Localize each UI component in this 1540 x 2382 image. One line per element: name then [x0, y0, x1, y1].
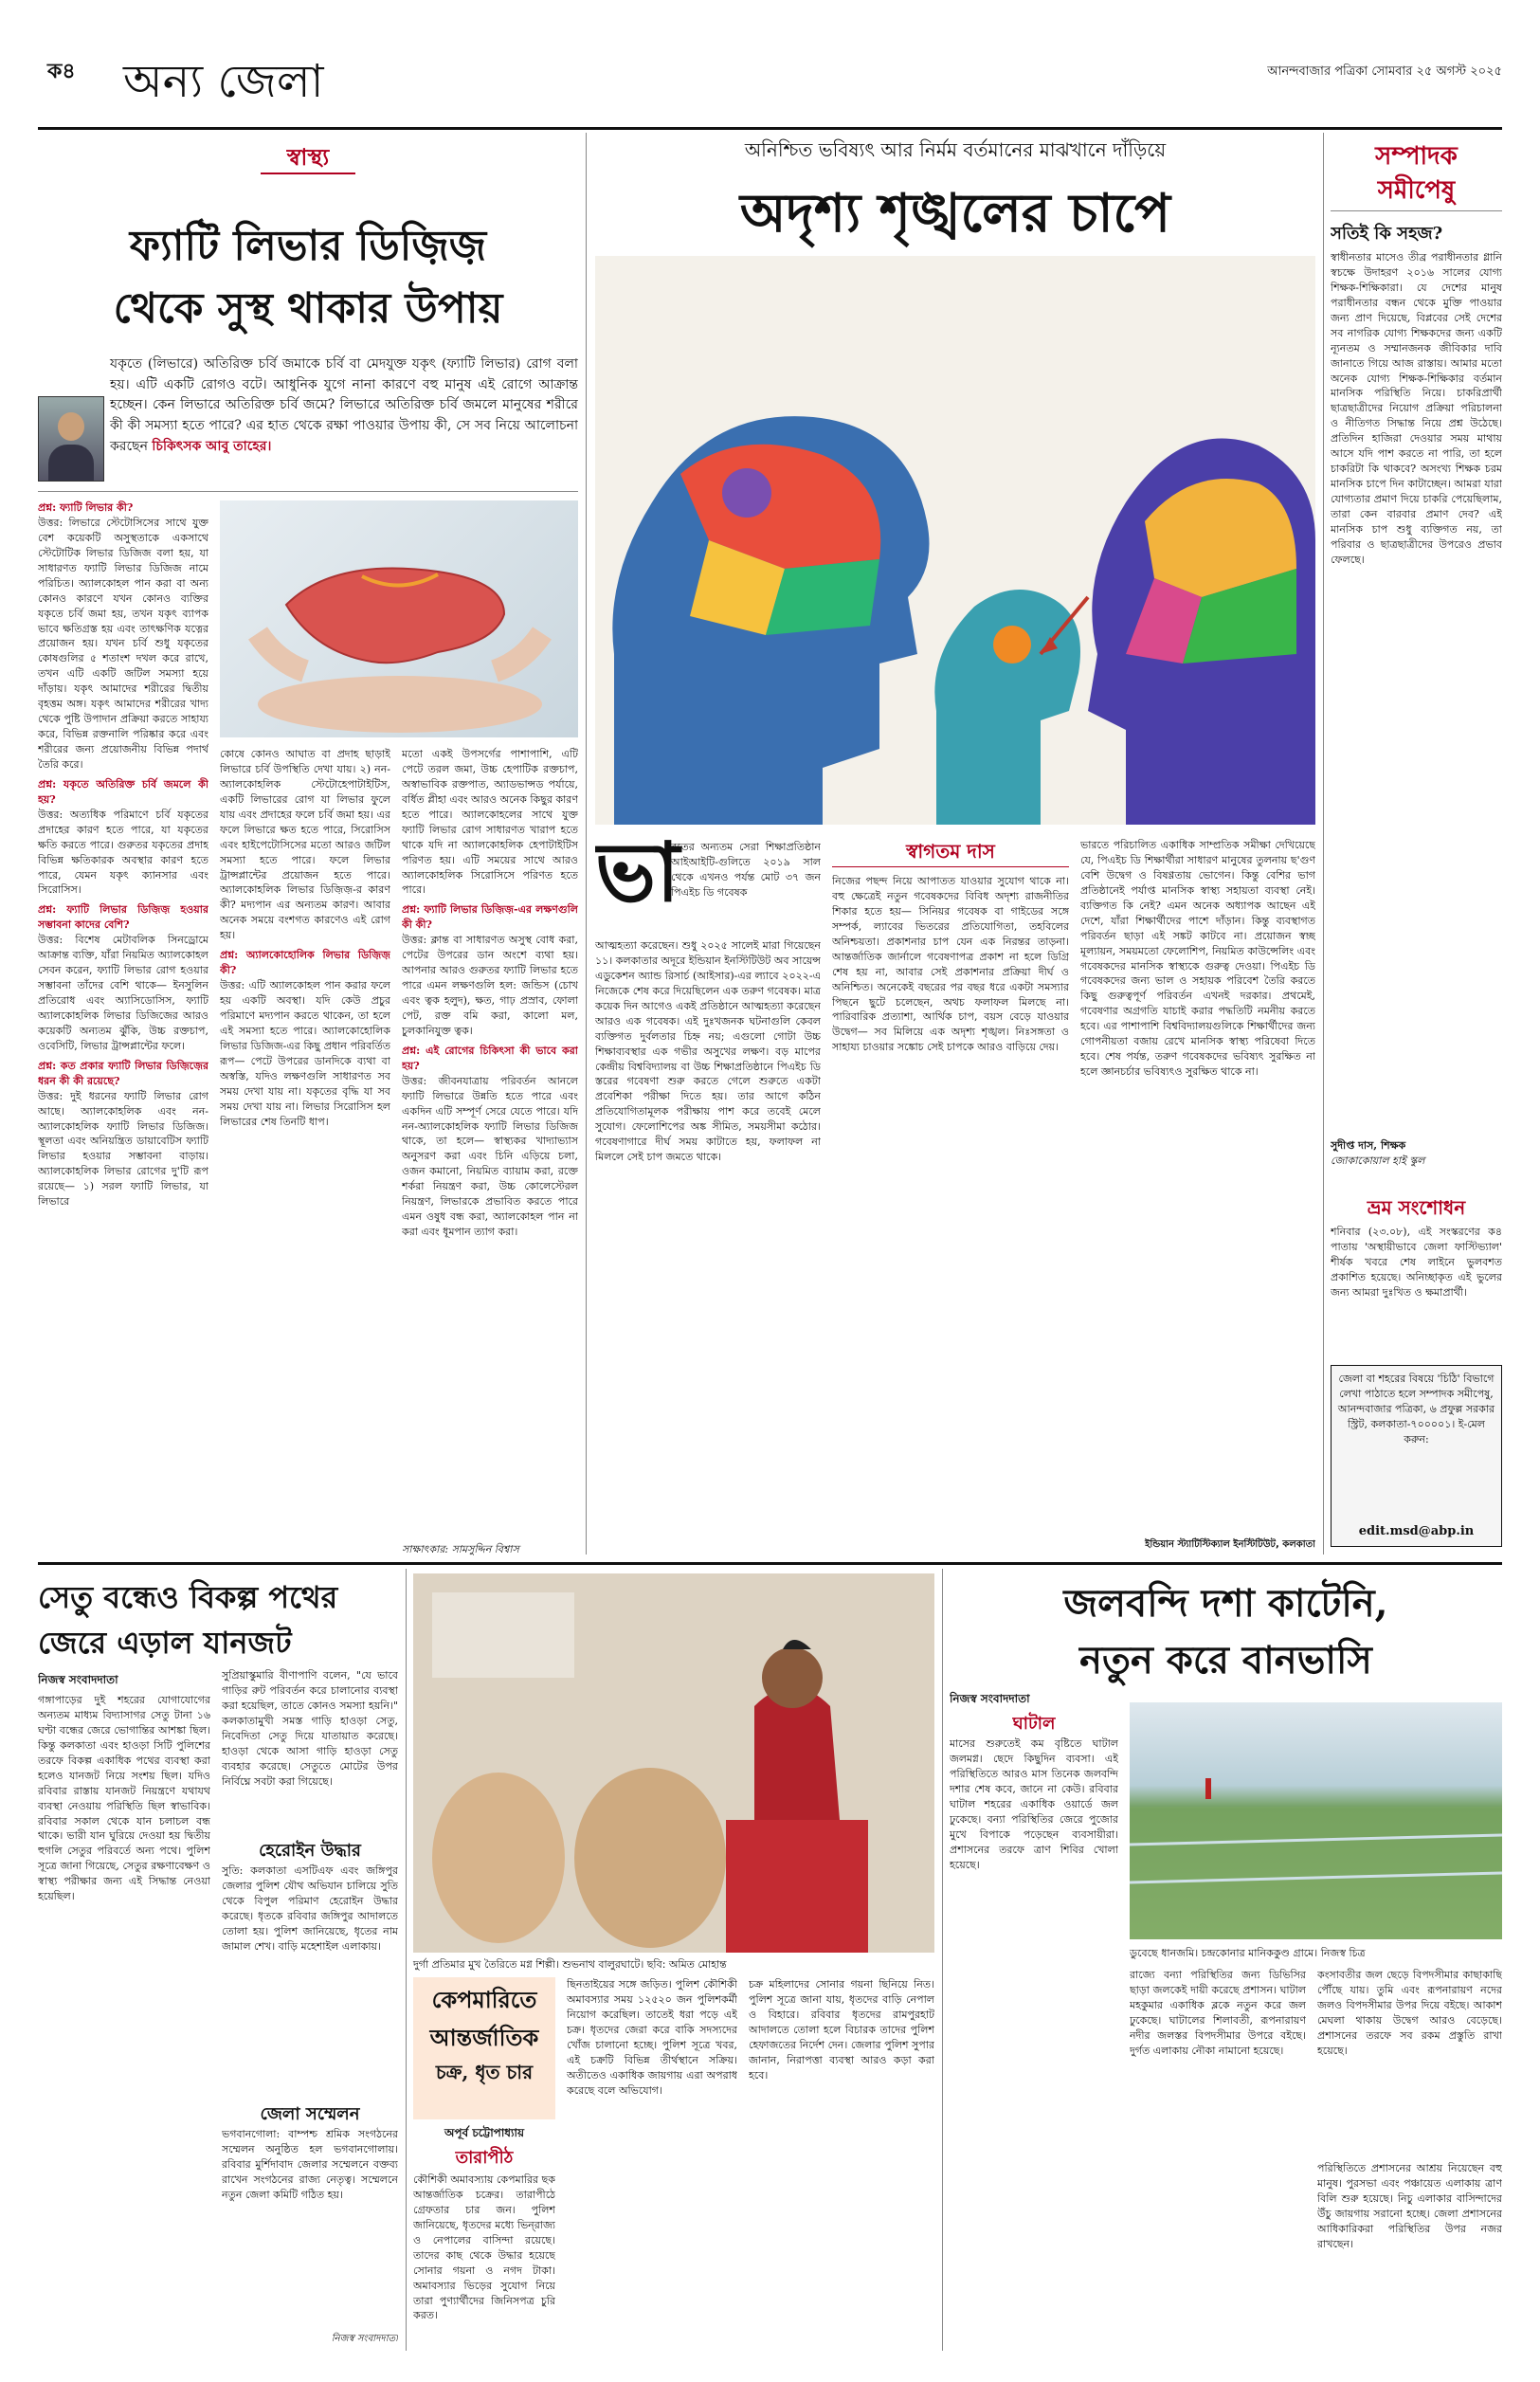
divider	[832, 866, 1069, 867]
letter-signoff: সুদীপ্ত দাস, শিক্ষক	[1331, 1139, 1406, 1152]
feature-illustration	[595, 256, 1315, 825]
qa-answer: উত্তর: জীবনযাত্রায় পরিবর্তন আনলে ফ্যাটি লিভারে উন্নতি হতে পারে এবং একদিন এটি সম্পূর্ণ সেরে যেতে পারে। যদি নন-অ্যালকোহলিক ফ্যাটি লিভার ডিজিজ থাকে, তা হলে— স্বাস্থ্যকর খাদ্যাভ্যাস অনুসরণ করা এবং চিনি এড়িয়ে চলা, ওজন কমানো, নিয়মিত ব্যায়াম করা, রক্তে শর্করা নিয়ন্ত্রণ করা, উচ্চ কোলেস্টেরল নিয়ন্ত্রণ, লিভারকে প্রভাবিত করতে পারে এমন ওষুধ বন্ধ করা, অ্যালকোহল পান না করা এবং ধূমপান ত্যাগ করা।	[402, 1074, 578, 1239]
feature-kicker: অনিশ্চিত ভবিষ্যৎ আর নির্মম বর্তমানের মাঝখানে দাঁড়িয়ে	[744, 138, 1167, 161]
health-intro: যকৃতে (লিভারে) অতিরিক্ত চর্বি জমাকে চর্বি বা মেদযুক্ত যকৃৎ (ফ্যাটি লিভার) রোগ বলা হয়। এটি একটি রোগও বটে। আধুনিক যুগে নানা কারণে বহু মানুষ এই রোগে আক্রান্ত হচ্ছেন। কেন লিভারে অতিরিক্ত চর্বি জমে? লিভারে অতিরিক্ত চর্বি জমলে মানুষের শরীরে কী কী সমস্যা হতে পারে? এর হাত থেকে রক্ষা পাওয়ার উপায় কী, সে সব নিয়ে আলোচনা করছেন	[110, 356, 578, 454]
crime-headline-box	[413, 1977, 555, 2119]
qa-question: প্রশ্ন: অ্যালকোহোলিক লিভার ডিজ়িজ় কী?	[220, 949, 390, 977]
crime-article	[413, 1977, 934, 2351]
health-kicker: স্বাস্থ্য	[286, 143, 330, 171]
fold-rule	[38, 1562, 1502, 1565]
crime-headline-2: আন্তর্জাতিক	[429, 2024, 539, 2051]
divider	[586, 133, 587, 1555]
qa-question: প্রশ্ন: এই রোগের চিকিৎসা কী ভাবে করা হয়?	[402, 1044, 578, 1072]
flood-column-4: পরিস্থিতিতে প্রশাসনের আশ্রয় নিয়েছেন বহু মানুষ। পুরসভা এবং পঞ্চায়েত এলাকায় ত্রাণ বিলি শুরু হয়েছে। নিচু এলাকার বাসিন্দাদের উঁচু জায়গায় সরানো হচ্ছে। জেলা প্রশাসনের আধিকারিকরা পরিস্থিতির উপর নজর রাখছেন।	[1317, 2162, 1502, 2250]
page-number: ক৪	[47, 60, 76, 83]
flood-column-2: রাজ্যে বন্যা পরিস্থিতির জন্য ডিভিসির ছাড়া জলকেই দায়ী করেছে প্রশাসন। ঘাটাল মহকুমার একাধিক ব্লকে নতুন করে জল ঢুকেছে। ঘাটালের শিলাবতী, রূপনারায়ণ নদীর জলস্তর বিপদসীমার উপরে বইছে। দুর্গত এলাকায় নৌকা নামানো হয়েছে।	[1130, 1969, 1306, 2057]
feature-author: স্বাগতম দাস	[906, 840, 995, 863]
editor-title-2: সমীপেষু	[1377, 176, 1456, 205]
traffic-article	[38, 1573, 398, 2351]
heads-puzzle-graphic	[595, 256, 1315, 825]
idol-artist-photo	[413, 1573, 934, 1953]
traffic-byline: নিজস্ব সংবাদদাতা	[38, 1673, 118, 1686]
traffic-sub-text-1: সুতি: কলকাতা এসটিএফ এবং জঙ্গিপুর জেলার পুলিশ যৌথ অভিযান চালিয়ে সুতি থেকে বিপুল পরিমাণ হেরোইন উদ্ধার করেছে। ধৃতকে রবিবার জঙ্গিপুর আদালতে তোলা হয়। পুলিশ জানিয়েছে, ধৃতের নাম জামাল শেখ। বাড়ি মহেশাইল এলাকায়।	[222, 1864, 398, 1953]
health-column-2	[220, 747, 390, 1557]
qa-question: প্রশ্ন: ফ্যাটি লিভার কী?	[38, 501, 134, 514]
feature-column-2: নিজের পছন্দ নিয়ে আপাতত যাওয়ার সুযোগ থাকে না। বহু ক্ষেত্রেই নতুন গবেষকদের বিবিধ অদৃশ্য রাজনীতির শিকার হতে হয়— সিনিয়র গবেষক বা গাইডের সঙ্গে সম্পর্ক, ল্যাবের ভিতরের প্রতিযোগিতা, তহবিলের অনিশ্চয়তা। প্রকাশনার চাপ যেন এক নিরন্তর তাড়না। আন্তর্জাতিক জার্নালে গবেষণাপত্র প্রকাশ না হলে ডিগ্রি শেষ হয় না, আবার সেই প্রকাশনার প্রক্রিয়া দীর্ঘ ও অনিশ্চিত। অনেকেই বছরের পর বছর ধরে একটা সমস্যার পিছনে ছুটে চলেছেন, অথচ ফলাফল মিলছে না। পারিবারিক প্রত্যাশা, আর্থিক চাপ, বয়স বেড়ে যাওয়ার উদ্বেগ— সব মিলিয়ে এক অদৃশ্য শৃঙ্খল। নিঃসঙ্গতা ও সাহায্য চাওয়ার সঙ্কোচ সেই চাপকে আরও বাড়িয়ে দেয়।	[832, 875, 1069, 1054]
correction-title: ভ্রম সংশোধন	[1367, 1196, 1466, 1219]
editor-title-1: সম্পাদক	[1375, 142, 1458, 171]
divider	[1331, 210, 1502, 211]
feature-column-3: ভারতে পরিচালিত একাধিক সাম্প্রতিক সমীক্ষা দেখিয়েছে যে, পিএইচ ডি শিক্ষার্থীরা সাধারণ মানুষের তুলনায় ছ'গুণ বেশি উদ্বেগ ও বিষণ্ণতায় ভোগেন। কিন্তু বেশির ভাগ প্রতিষ্ঠানেই পর্যাপ্ত মানসিক স্বাস্থ্য সহায়তা ব্যবস্থা নেই। ব্যক্তিগত কি নেই? এমন অনেক অধ্যাপক আছেন এই দেশে, যাঁরা শিক্ষার্থীদের পাশে দাঁড়ান। কিন্তু ব্যবস্থাগত পরিবর্তন ছাড়া এই সঙ্কট কাটবে না। প্রয়োজন স্বচ্ছ মূল্যায়ন, সময়মতো ফেলোশিপ, নিয়মিত কাউন্সেলিং এবং গবেষকদের মানসিক স্বাস্থ্যকে গুরুত্ব দেওয়া। পিএইচ ডি গবেষকদের জন্য ভাল ও সহায়ক পরিবেশ তৈরি করতে কিছু গুরুত্বপূর্ণ পরিবর্তন এখনই দরকার। প্রথমেই, গবেষণার অগ্রগতি যাচাই করার পদ্ধতিটি নমনীয় করতে হবে। এর পাশাপাশি বিশ্ববিদ্যালয়গুলিকে শিক্ষার্থীদের জন্য গোপনীয়তা বজায় রেখে মানসিক স্বাস্থ্য পরিষেবা দিতে হবে। শেষ পর্যন্ত, তরুণ গবেষকদের ভবিষ্যৎ সুরক্ষিত না হলে জ্ঞানচর্চার ভবিষ্যৎও সুরক্ষিত থাকে না।	[1080, 839, 1315, 1079]
divider	[1323, 133, 1324, 1555]
flood-photo-caption: ডুবেছে ধানজমি। চন্দ্রকোনার মানিককুণ্ড গ্রামে। নিজস্ব চিত্র	[1130, 1947, 1366, 1959]
liver-hands-graphic	[220, 500, 578, 737]
crime-column-2: ছিনতাইয়ের সঙ্গে জড়িত। পুলিশ কৌশিকী অমাবস্যার সময় ১২৫২০ জন পুলিশকর্মী নিয়োগ করেছিল। তাতেই ধরা পড়ে এই চক্র। ধৃতদের জেরা করে বাকি সদস্যদের খোঁজ চালানো হচ্ছে। পুলিশ সূত্রে খবর, এই চক্রটি বিভিন্ন তীর্থস্থানে সক্রিয়। অতীতেও একাধিক জায়গায় এরা অপরাধ করেছে বলে অভিযোগ।	[567, 1978, 737, 2097]
crime-column-1: কৌশিকী অমাবস্যায় কেপমারির ছক আন্তর্জাতিক চক্রের। তারাপীঠে গ্রেফতার চার জন। পুলিশ জানিয়েছে, ধৃতদের মধ্যে ভিন্‌রাজ্য ও নেপালের বাসিন্দা রয়েছে। তাদের কাছ থেকে উদ্ধার হয়েছে সোনার গয়না ও নগদ টাকা। অমাবস্যার ভিড়ের সুযোগ নিয়ে তারা পুণ্যার্থীদের জিনিসপত্র চুরি করত।	[413, 2173, 555, 2322]
traffic-column-2: সুপ্রিয়াস্কুমারি বীণাপাণি বলেন, "যে ভাবে গাড়ির রুট পরিবর্তন করে চালানোর ব্যবস্থা করা হয়েছিল, তাতে কোনও সমস্যা হয়নি।" কলকাতামুখী সমস্ত গাড়ি হাওড়া সেতু, নিবেদিতা সেতু দিয়ে যাতায়াত করেছে। হাওড়া থেকে আসা গাড়ি হাওড়া সেতু ব্যবহার করেছে। সেতুতে মোটের উপর নির্বিঘ্নে সবটা করা গিয়েছে।	[222, 1669, 398, 1788]
liver-illustration	[220, 500, 578, 737]
qa-answer: উত্তর: বিশেষ মেটাবলিক সিনড্রোমে আক্রান্ত ব্যক্তি, যাঁরা নিয়মিত অ্যালকোহল সেবন করেন, ফ্যাটি লিভার রোগ হওয়ার সম্ভাবনা তাঁদের বেশি থাকে— ইনসুলিন প্রতিরোধ এবং অ্যাসিডোসিস, ফ্যাটি অ্যালকোহলিক লিভার ডিজিজের আরও কয়েকটি অন্যতম ঝুঁকি, উচ্চ রক্তচাপ, ওবেসিটি, লিভার ট্রান্সপ্লান্টের ফলে।	[38, 934, 208, 1052]
section-title: অন্য জেলা	[123, 55, 324, 108]
flooded-field-graphic	[1130, 1702, 1502, 1939]
crime-headline-3: চক্র, ধৃত চার	[435, 2061, 534, 2083]
health-intro-wrap	[38, 355, 578, 483]
health-column-3	[402, 747, 578, 1538]
traffic-credit: নিজস্ব সংবাদদাতা	[331, 2334, 398, 2344]
health-headline-1: ফ্যাটি লিভার ডিজ়িজ়	[129, 222, 487, 270]
qa-answer: উত্তর: লিভারে স্টেটোসিসের সাথে যুক্ত বেশ কয়েকটি অসুস্থতাকে একসাথে স্টেটোটিক লিভার ডিজিজ বলা হয়, যা সাধারণত ফ্যাটি লিভার ডিজিজ নামে পরিচিত। অ্যালকোহল পান করা বা অন্য কোনও কারণে যখন কোনও ব্যক্তির যকৃতে চর্বি জমা হয়, তখন যকৃৎ ব্যাপক ভাবে ক্ষতিগ্রস্ত হয় এবং তাৎক্ষণিক যত্নের প্রয়োজন হয়। যখন চর্বি শুধু যকৃতের কোষগুলির ৫ শতাংশ দখল করে রাখে, তখন এটি একটি জটিল সমস্যা হয়ে দাঁড়ায়। যকৃৎ আমাদের শরীরের দ্বিতীয় বৃহত্তম অঙ্গ। যকৃৎ আমাদের শরীরের খাদ্য থেকে পুষ্টি উপাদান প্রক্রিয়া করতে সাহায্য করে, বিভিন্ন রক্তনালি পরিষ্কার করে এবং শরীরের জন্য প্রয়োজনীয় বিভিন্ন পদার্থ তৈরি করে।	[38, 516, 208, 771]
contact-text: জেলা বা শহরের বিষয়ে 'চিঠি' বিভাগে লেখা পাঠাতে হলে সম্পাদক সমীপেষু, আনন্দবাজার পত্রিকা, ৬ প্রফুল্ল সরকার স্ট্রিট, কলকাতা-৭০০০০১। ই-মেল করুন:	[1337, 1373, 1495, 1446]
flood-headline-2: নতুন করে বানভাসি	[1079, 1638, 1372, 1682]
health-col2-text: কোষে কোনও আঘাত বা প্রদাহ ছাড়াই লিভারে চর্বি উপস্থিতি দেখা যায়। ২) নন-অ্যালকোহলিক স্টেটোহেপাটাইটিস, একটি লিভারের রোগ যা লিভার ফুলে যায় এবং প্রদাহের ফলে চর্বি জমা হয়। এর ফলে লিভারে ক্ষত হতে পারে, সিরোসিস এবং হাইপেটোসিসের মতো আরও জটিল সমস্যা হতে পারে। ফলে লিভার ট্রান্সপ্লান্টের প্রয়োজন হতে পারে। অ্যালকোহলিক লিভার ডিজ়িজ়-র কারণ কী? মদ্যপান এর অন্যতম কারণ। আবার অনেক সময়ে বংশগত কারণেও এই রোগ হয়।	[220, 748, 390, 942]
feature-article	[595, 133, 1315, 1555]
traffic-column-1: গঙ্গাপাড়ের দুই শহরের যোগাযোগের অন্যতম মাধ্যম বিদ্যাসাগর সেতু টানা ১৬ ঘণ্টা বন্ধের জেরে ভোগান্তির আশঙ্কা ছিল। কিন্তু কলকাতা এবং হাওড়া সিটি পুলিশের তরফে বিকল্প একাধিক পথের ব্যবস্থা করা হলেও যানজট নিয়ে সংশয় ছিল। যদিও রবিবার রাস্তায় যানজট নিয়ন্ত্রণে যথাযথ ব্যবস্থা নেওয়ায় পরিস্থিতি ছিল স্বাভাবিক। রবিবার সকাল থেকে যান চলাচল বন্ধ থাকে। ভারী যান ঘুরিয়ে দেওয়া হয় দ্বিতীয় হুগলি সেতুর পরিবর্তে অন্য পথে। পুলিশ সূত্রে জানা গিয়েছে, সেতুর রক্ষণাবেক্ষণ ও স্বাস্থ্য পরীক্ষার জন্য এই সিদ্ধান্ত নেওয়া হয়েছিল।	[38, 1694, 210, 1903]
flooded-field-photo	[1130, 1702, 1502, 1939]
qa-answer: উত্তর: ক্লান্ত বা সাধারণত অসুস্থ বোধ করা, পেটের উপরের ডান অংশে ব্যথা হয়। আপনার আরও গুরুতর ফ্যাটি লিভার হতে পারে এমন লক্ষণগুলি হল: জন্ডিস (চোখ এবং ত্বক হলুদ), ক্ষত, গাঢ় প্রস্রাব, ফোলা পেট, রক্ত বমি করা, কালো মল, চুলকানিযুক্ত ত্বক।	[402, 934, 578, 1037]
feature-dropcap: ভা	[595, 825, 680, 920]
contact-email[interactable]: edit.msd@abp.in	[1358, 1524, 1475, 1538]
traffic-sub-heading-1: হেরোইন উদ্ধার	[259, 1841, 361, 1861]
divider	[942, 1569, 943, 2351]
health-author-credit: চিকিৎসক আবু তাহের।	[152, 438, 272, 454]
flood-headline-1: জলবন্দি দশা কাটেনি,	[1063, 1581, 1388, 1626]
crime-dateline: তারাপীঠ	[455, 2148, 514, 2168]
qa-question: প্রশ্ন: ফ্যাটি লিভার ডিজ়িজ় হওয়ার সম্ভাবনা কাদের বেশি?	[38, 903, 208, 932]
health-headline-2: থেকে সুস্থ থাকার উপায়	[113, 284, 503, 333]
traffic-sub-heading-2: জেলা সম্মেলন	[260, 2104, 360, 2124]
correction-body: শনিবার (২৩.০৮), এই সংস্করণের ক৪ পাতায় 'অস্থায়ীভাবে জেলা ফাস্টিভ্যাল' শীর্ষক খবরে শেষ লাইনে ভুলবশত প্রকাশিত হয়েছে। অনিচ্ছাকৃত এই ভুলের জন্য আমরা দুঃখিত ও ক্ষমাপ্রার্থী।	[1331, 1226, 1502, 1299]
qa-question: প্রশ্ন: যকৃতে অতিরিক্ত চর্বি জমলে কী হয়?	[38, 777, 208, 806]
traffic-headline-2: জেরে এড়াল যানজট	[38, 1625, 292, 1661]
divider	[406, 1569, 407, 2351]
flood-column-1: মাসের শুরুতেই কম বৃষ্টিতে ঘাটাল জলমগ্ন। ছেদে কিছুদিন ব্যবসা। এই পরিস্থিতিতে আরও মাস তিনেক জলবন্দি দশার শেষ কবে, জানে না কেউ। রবিবার ঘাটাল শহরের একাধিক ওয়ার্ডে জল ঢুকেছে। বন্যা পরিস্থিতির জেরে পুজোর মুখে বিপাকে পড়েছেন ব্যবসায়ীরা। প্রশাসনের তরফে ত্রাণ শিবির খোলা হয়েছে।	[950, 1737, 1118, 1871]
crime-byline: অপূর্ব চট্টোপাধ্যায়	[444, 2126, 525, 2139]
health-intro-rule	[38, 491, 578, 492]
contact-box	[1331, 1365, 1502, 1547]
qa-question: প্রশ্ন: ফ্যাটি লিভার ডিজ়িজ়-এর লক্ষণগুলি কী কী?	[402, 903, 578, 932]
masthead-rule	[38, 127, 1502, 130]
health-credit: সাক্ষাৎকার: সামসুদ্দিন বিশ্বাস	[402, 1543, 519, 1555]
kicker-underline	[261, 173, 355, 174]
masthead	[38, 47, 1502, 131]
crime-headline-1: কেপমারিতে	[431, 1986, 537, 2013]
letter-signoff-place: জোকাকোয়াল হাই স্কুল	[1331, 1155, 1425, 1167]
flood-column-3: কংসাবতীর জল ছেড়ে বিপদসীমার কাছাকাছি পৌঁছে যায়। তুমি এবং রূপনারায়ণ নদের জলও বিপদসীমার উপর দিয়ে বইছে। আকাশ মেঘলা থাকায় উদ্বেগ আরও বেড়েছে। প্রশাসনের তরফে সব রকম প্রস্তুতি রাখা হয়েছে।	[1317, 1969, 1502, 2057]
feature-affiliation: ইন্ডিয়ান স্ট্যাটিস্টিক্যাল ইনস্টিটিউট, কলকাতা	[1145, 1539, 1315, 1550]
flood-article	[950, 1573, 1502, 2351]
feature-column-1-lead: রতের অন্যতম সেরা শিক্ষাপ্রতিষ্ঠান আইআইটি-গুলিতে ২০১৯ সাল থেকে এখনও পর্যন্ত মোট ৩৭ জন পিএইচ ডি গবেষক	[671, 841, 821, 899]
feature-headline: অদৃশ্য শৃঙ্খলের চাপে	[739, 182, 1171, 245]
qa-question: প্রশ্ন: কত প্রকার ফ্যাটি লিভার ডিজ়িজ়ের ধরন কী কী রয়েছে?	[38, 1059, 208, 1087]
flood-byline: নিজস্ব সংবাদদাতা	[950, 1692, 1030, 1705]
editor-letters	[1331, 133, 1502, 1555]
feature-column-1: আত্মহত্যা করেছেন। শুধু ২০২৫ সালেই মারা গিয়েছেন ১১। কলকাতার অদূরে ইন্ডিয়ান ইনস্টিটিউট অব সায়েন্স এডুকেশন অ্যান্ড রিসার্চ (আইসার)-এর ল্যাবে ২০২২-এ নিজেকে শেষ করে দিয়েছিলেন এক তরুণ গবেষক। মাত্র কয়েক দিন আগেও একই প্রতিষ্ঠানে আত্মহত্যা করেছেন আরও এক গবেষক। এই দুঃখজনক ঘটনাগুলি কেবল ব্যক্তিগত দুর্বলতার চিহ্ন নয়; এগুলো গোটা উচ্চ শিক্ষাব্যবস্থার এক গভীর অসুখের লক্ষণ। বড় মাপের কেন্দ্রীয় বিশ্ববিদ্যালয় বা উচ্চ শিক্ষাপ্রতিষ্ঠানে পিএইচ ডি স্তরের গবেষণা শুরু করতে গেলে শুরুতে একটা প্রবেশিকা পরীক্ষা দিতে হয়। তার আগে কঠিন প্রতিযোগিতামূলক পরীক্ষায় পাশ করে তবেই মেলে সুযোগ। ফেলোশিপের অঙ্ক সীমিত, সময়সীমা কঠোর। গবেষণাগারে দীর্ঘ সময় কাটাতে হয়, ফলাফল না মিললে সেই চাপ জমতে থাকে।	[595, 939, 821, 1164]
qa-answer: উত্তর: এটি অ্যালকোহল পান করার ফলে হয় একটি অবস্থা। যদি কেউ প্রচুর পরিমাণে মদ্যপান করতে থাকেন, তা হলে এই সমস্যা হতে পারে। অ্যালকোহোলিক লিভার ডিজিজ-এর কিছু প্রধান পরিবর্তিত রূপ— পেটে উপরের ডানদিকে ব্যথা বা অস্বস্তি, যদিও লক্ষণগুলি সাধারণত সব সময় দেখা যায় না। যকৃতের বৃদ্ধি যা সব সময় দেখা যায় না। লিভার সিরোসিস হল লিভারের শেষ তিনটি ধাপ।	[220, 979, 390, 1128]
letter-body: স্বাধীনতার মাসেও তীব্র পরাধীনতার গ্লানি স্বচক্ষে উদাহরণ ২০১৬ সালের যোগ্য শিক্ষক-শিক্ষিকারা। যে দেশের মানুষ পরাধীনতার বন্ধন থেকে মুক্তি পাওয়ার জন্য প্রাণ দিয়েছে, বিপ্লবের সেই দেশের সব নাগরিক যোগ্য শিক্ষকদের জন্য একটি ন্যূনতম ও সম্মানজনক জীবিকার দাবি জানাতে গিয়ে আজ রাস্তায়। আমার মতো অনেক যোগ্য শিক্ষক-শিক্ষিকার বর্তমান মানসিক পরিস্থিতি নিয়ে। চাকরিপ্রার্থী ছাত্রছাত্রীদের নিয়োগ প্রক্রিয়া পরিচালনা ও নীতিগত সিদ্ধান্ত নিয়ে প্রশ্ন উঠেছে। প্রতিদিন হাজিরা দেওয়ার সময় মাথায় আসে যদি পাশ করতে না পারি, তা হলে চাকরিটা কি থাকবে? অসংখ্য শিক্ষক চরম মানসিক চাপে দিন কাটাচ্ছেন। আমরা যারা যোগ্যতার প্রমাণ দিয়ে চাকরি পেয়েছিলাম, তারা কেন বারবার প্রমাণ দেব? এই মানসিক চাপ শুধু ব্যক্তিগত নয়, তা পরিবার ও ছাত্রছাত্রীদের উপরেও প্রভাব ফেলছে।	[1331, 251, 1502, 566]
qa-answer: উত্তর: অত্যধিক পরিমাণে চর্বি যকৃতের প্রদাহের কারণ হতে পারে, যা যকৃতের ক্ষতি করতে পারে। গুরুতর যকৃতের প্রদাহ বিভিন্ন ক্ষতিকারক অবস্থার কারণ হতে পারে, যেমন যকৃৎ ক্যানসার এবং সিরোসিস।	[38, 808, 208, 897]
health-col3-text: মতো একই উপসর্গের পাশাপাশি, এটি পেটে তরল জমা, উচ্চ হেপাটিক রক্তচাপ, অস্বাভাবিক রক্তপাত, অ্যাডভান্সড পর্যায়ে, বর্ধিত প্লীহা এবং আরও অনেক কিছুর কারণ হতে পারে। অ্যালকোহলের সাথে যুক্ত ফ্যাটি লিভার রোগ সাধারণত খারাপ হতে থাকে যদি না অ্যালকোহলিক হেপাটাইটিস পরিণত হয়। এটি সময়ের সাথে আরও অ্যালকোহলিক সিরোসিসে পরিণত হতে পারে।	[402, 748, 578, 897]
traffic-sub-text-2: ভগবানগোলা: বাম্পশ্চ শ্রমিক সংগঠনের সম্মেলন অনুষ্ঠিত হল ভগবানগোলায়। রবিবার মুর্শিদাবাদ জেলার সম্মেলনে বক্তব্য রাখেন সংগঠনের রাজ্য নেতৃত্ব। সম্মেলনে নতুন জেলা কমিটি গঠিত হয়।	[222, 2128, 398, 2201]
flood-dateline: ঘাটাল	[1012, 1714, 1056, 1734]
health-article	[38, 140, 578, 1557]
idol-photo-caption: দুর্গা প্রতিমার মুখ তৈরিতে মগ্ন শিল্পী। শুভনাথ বালুরঘাটে। ছবি: অমিত মোহান্ত	[413, 1958, 727, 1971]
paper-date: আনন্দবাজার পত্রিকা সোমবার ২৫ অগস্ট ২০২৫	[1267, 64, 1502, 79]
crime-column-3: চক্র মহিলাদের সোনার গয়না ছিনিয়ে নিত। পুলিশ সূত্রে জানা যায়, ধৃতদের বাড়ি নেপাল ও বিহারে। রবিবার ধৃতদের রামপুরহাট আদালতে তোলা হলে বিচারক তাদের পুলিশ হেফাজতের নির্দেশ দেন। জেলার পুলিশ সুপার জানান, নিরাপত্তা ব্যবস্থা আরও কড়া করা হবে।	[749, 1978, 934, 2082]
letter-title: সতিই কি সহজ?	[1331, 224, 1443, 244]
qa-answer: উত্তর: দুই ধরনের ফ্যাটি লিভার রোগ আছে। অ্যালকোহলিক এবং নন-অ্যালকোহলিক ফ্যাটি লিভার ডিজিজ। স্থূলতা এবং অনিয়ন্ত্রিত ডায়াবেটিস ফ্যাটি লিভার হওয়ার সম্ভাবনা বাড়ায়। অ্যালকোহলিক লিভার রোগের দু'টি রূপ রয়েছে— ১) সরল ফ্যাটি লিভার, যা লিভারে	[38, 1089, 208, 1209]
traffic-headline-1: সেতু বন্ধেও বিকল্প পথের	[38, 1579, 338, 1615]
idol-artist-graphic	[413, 1573, 934, 1953]
health-column-1	[38, 500, 208, 1557]
